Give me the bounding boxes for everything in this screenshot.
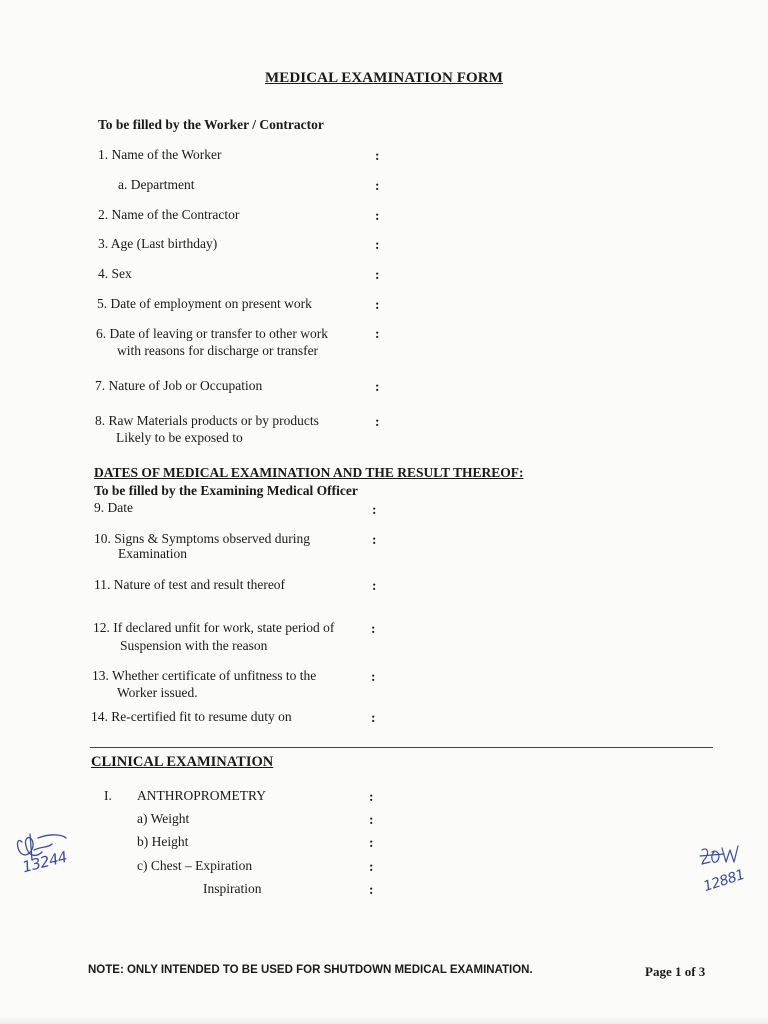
field-label-sex: 4. Sex xyxy=(98,266,132,281)
field-label-unfit-period: 12. If declared unfit for work, state period of xyxy=(93,620,335,635)
handwritten-number-left: 13244 xyxy=(20,847,69,877)
handwritten-number-right: 12881 xyxy=(701,866,747,896)
field-label-signs-symptoms: 10. Signs & Symptoms observed during xyxy=(94,531,311,546)
scan-edge xyxy=(0,1016,768,1024)
field-colon: : xyxy=(369,859,374,874)
field-colon: : xyxy=(375,267,380,282)
field-label-leaving-date-cont: with reasons for discharge or transfer xyxy=(117,343,319,358)
field-label-test-result: 11. Nature of test and result thereof xyxy=(94,577,286,592)
field-label-department: a. Department xyxy=(118,177,195,192)
form-title: MEDICAL EXAMINATION FORM xyxy=(265,70,503,86)
field-label-signs-symptoms-cont: Examination xyxy=(118,546,187,561)
field-label-height: b) Height xyxy=(137,834,189,849)
field-label-unfit-period-cont: Suspension with the reason xyxy=(120,638,268,653)
field-label-unfitness-certificate: 13. Whether certificate of unfitness to the xyxy=(92,668,317,683)
field-colon: : xyxy=(369,789,374,804)
field-colon: : xyxy=(375,326,380,341)
field-colon: : xyxy=(375,297,380,312)
field-label-chest-inspiration: Inspiration xyxy=(203,881,262,896)
field-colon: : xyxy=(375,237,380,252)
page-indicator: Page 1 of 3 xyxy=(645,964,706,979)
field-colon: : xyxy=(372,578,377,593)
field-label-chest-expiration: c) Chest – Expiration xyxy=(137,858,253,873)
footer-note: NOTE: ONLY INTENDED TO BE USED FOR SHUTDOWN MEDICAL EXAMINATION. xyxy=(88,964,533,976)
field-label-raw-materials-cont: Likely to be exposed to xyxy=(116,430,243,445)
field-colon: : xyxy=(369,812,374,827)
clinical-item-number: I. xyxy=(104,788,112,803)
field-label-contractor-name: 2. Name of the Contractor xyxy=(98,207,240,222)
worker-section-heading: To be filled by the Worker / Contractor xyxy=(98,117,324,132)
field-label-unfitness-certificate-cont: Worker issued. xyxy=(117,685,198,700)
field-colon: : xyxy=(375,379,380,394)
field-colon: : xyxy=(371,710,376,725)
section-divider xyxy=(90,747,713,748)
field-colon: : xyxy=(369,882,374,897)
field-label-exam-date: 9. Date xyxy=(94,500,133,515)
field-colon: : xyxy=(371,621,376,636)
field-colon: : xyxy=(371,669,376,684)
field-label-job-nature: 7. Nature of Job or Occupation xyxy=(95,378,263,393)
dates-heading: DATES OF MEDICAL EXAMINATION AND THE RESULT THEREOF: xyxy=(94,465,524,480)
field-label-recertified: 14. Re-certified fit to resume duty on xyxy=(91,709,292,724)
officer-heading: To be filled by the Examining Medical Officer xyxy=(94,483,358,498)
field-colon: : xyxy=(369,835,374,850)
field-colon: : xyxy=(375,148,380,163)
field-label-weight: a) Weight xyxy=(137,811,190,826)
field-label-anthropometry: ANTHROPROMETRY xyxy=(137,788,267,803)
clinical-heading: CLINICAL EXAMINATION xyxy=(91,754,274,770)
field-label-leaving-date: 6. Date of leaving or transfer to other work xyxy=(96,326,329,341)
field-label-employment-date: 5. Date of employment on present work xyxy=(97,296,312,311)
field-colon: : xyxy=(375,414,380,429)
field-label-worker-name: 1. Name of the Worker xyxy=(98,147,222,162)
field-colon: : xyxy=(375,208,380,223)
field-colon: : xyxy=(372,532,377,547)
field-colon: : xyxy=(375,178,380,193)
field-colon: : xyxy=(372,502,377,517)
field-label-age: 3. Age (Last birthday) xyxy=(98,236,218,251)
field-label-raw-materials: 8. Raw Materials products or by products xyxy=(95,413,319,428)
